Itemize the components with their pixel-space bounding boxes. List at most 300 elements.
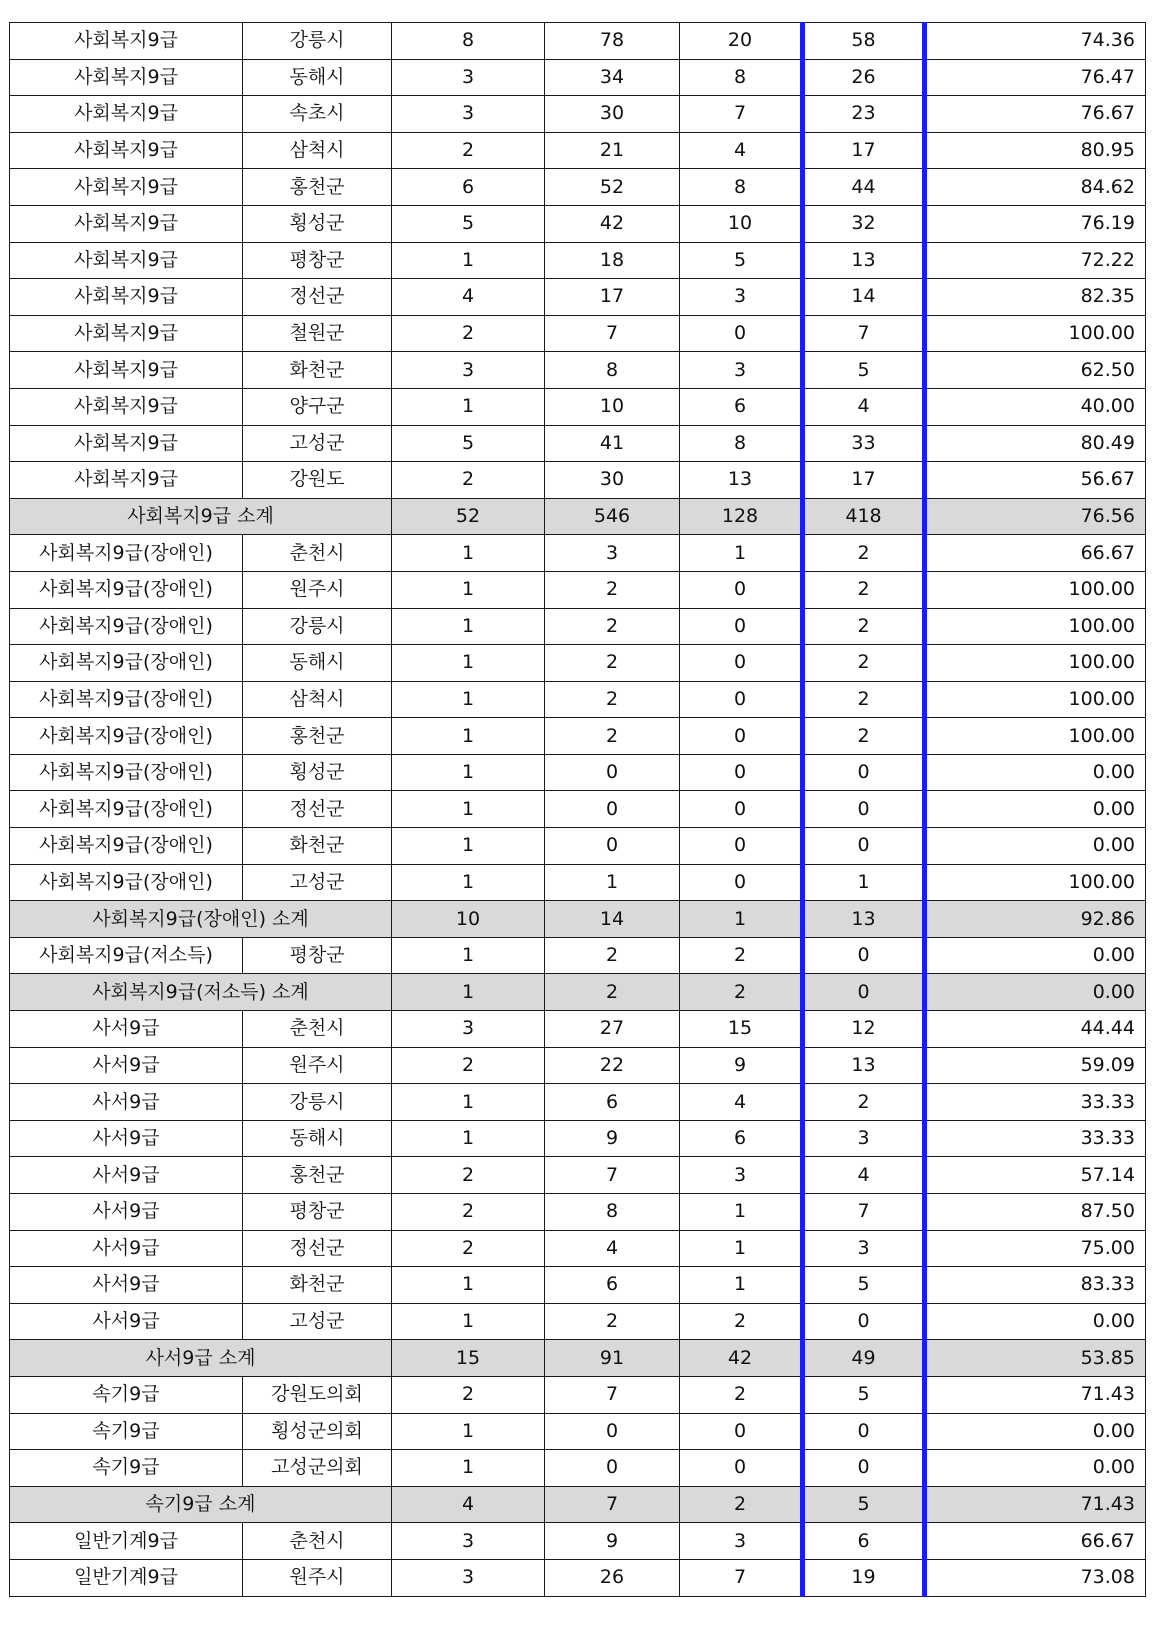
- rate-cell: 100.00: [925, 315, 1146, 352]
- rate-cell: 0.00: [925, 1450, 1146, 1487]
- count-cell-3: 0: [680, 608, 803, 645]
- recruitment-results-table: [9, 22, 1146, 1597]
- table-row: [10, 1120, 1146, 1157]
- count-cell-1: 1: [392, 1450, 545, 1487]
- rate-cell: 0.00: [925, 974, 1146, 1011]
- region-cell: 정선군: [243, 1230, 392, 1267]
- table-row: [10, 1523, 1146, 1560]
- region-cell: 화천군: [243, 1267, 392, 1304]
- count-cell-2: 34: [545, 59, 680, 96]
- count-cell-3: 1: [680, 1267, 803, 1304]
- count-cell-3: 5: [680, 242, 803, 279]
- title-cell: 사서9급: [10, 1120, 243, 1157]
- rate-cell: 0.00: [925, 828, 1146, 865]
- count-cell-3: 6: [680, 388, 803, 425]
- table-row: [10, 1230, 1146, 1267]
- count-cell-2: 4: [545, 1230, 680, 1267]
- region-cell: 강원도의회: [243, 1376, 392, 1413]
- region-cell: 춘천시: [243, 1011, 392, 1048]
- table-row: [10, 352, 1146, 389]
- count-cell-3: 2: [680, 1486, 803, 1523]
- table-row: [10, 23, 1146, 60]
- count-cell-4: 418: [803, 498, 925, 535]
- count-cell-2: 2: [545, 718, 680, 755]
- table-row: [10, 828, 1146, 865]
- title-cell: 사서9급: [10, 1157, 243, 1194]
- rate-cell: 82.35: [925, 279, 1146, 316]
- table-row: [10, 388, 1146, 425]
- subtotal-label-cell: 속기9급 소계: [10, 1486, 392, 1523]
- count-cell-3: 0: [680, 864, 803, 901]
- count-cell-2: 10: [545, 388, 680, 425]
- region-cell: 강원도: [243, 462, 392, 499]
- count-cell-4: 3: [803, 1230, 925, 1267]
- count-cell-4: 49: [803, 1340, 925, 1377]
- count-cell-1: 1: [392, 388, 545, 425]
- count-cell-1: 1: [392, 535, 545, 572]
- title-cell: 사회복지9급(장애인): [10, 828, 243, 865]
- table-row: [10, 1047, 1146, 1084]
- region-cell: 고성군의회: [243, 1450, 392, 1487]
- rate-cell: 100.00: [925, 864, 1146, 901]
- rate-cell: 33.33: [925, 1120, 1146, 1157]
- title-cell: 사서9급: [10, 1084, 243, 1121]
- count-cell-2: 3: [545, 535, 680, 572]
- count-cell-2: 0: [545, 791, 680, 828]
- count-cell-2: 52: [545, 169, 680, 206]
- title-cell: 사회복지9급: [10, 315, 243, 352]
- rate-cell: 62.50: [925, 352, 1146, 389]
- count-cell-1: 1: [392, 1267, 545, 1304]
- count-cell-4: 12: [803, 1011, 925, 1048]
- count-cell-2: 7: [545, 1157, 680, 1194]
- table-row: [10, 1194, 1146, 1231]
- title-cell: 사회복지9급: [10, 388, 243, 425]
- count-cell-2: 0: [545, 828, 680, 865]
- subtotal-row: [10, 1340, 1146, 1377]
- count-cell-4: 0: [803, 1450, 925, 1487]
- table-row: [10, 205, 1146, 242]
- count-cell-2: 30: [545, 462, 680, 499]
- subtotal-row: [10, 974, 1146, 1011]
- title-cell: 사회복지9급(장애인): [10, 608, 243, 645]
- rate-cell: 0.00: [925, 1303, 1146, 1340]
- title-cell: 사회복지9급: [10, 59, 243, 96]
- count-cell-4: 5: [803, 1376, 925, 1413]
- count-cell-4: 0: [803, 754, 925, 791]
- rate-cell: 0.00: [925, 791, 1146, 828]
- table-row: [10, 279, 1146, 316]
- count-cell-3: 42: [680, 1340, 803, 1377]
- table-row: [10, 315, 1146, 352]
- table-row: [10, 864, 1146, 901]
- region-cell: 춘천시: [243, 1523, 392, 1560]
- rate-cell: 84.62: [925, 169, 1146, 206]
- count-cell-2: 7: [545, 1486, 680, 1523]
- count-cell-2: 7: [545, 315, 680, 352]
- table-row: [10, 1559, 1146, 1596]
- title-cell: 사회복지9급: [10, 23, 243, 60]
- count-cell-2: 2: [545, 608, 680, 645]
- rate-cell: 59.09: [925, 1047, 1146, 1084]
- table-row: [10, 645, 1146, 682]
- title-cell: 사회복지9급: [10, 242, 243, 279]
- region-cell: 정선군: [243, 279, 392, 316]
- region-cell: 춘천시: [243, 535, 392, 572]
- subtotal-label-cell: 사회복지9급 소계: [10, 498, 392, 535]
- table-row: [10, 571, 1146, 608]
- count-cell-4: 4: [803, 1157, 925, 1194]
- count-cell-3: 8: [680, 59, 803, 96]
- rate-cell: 71.43: [925, 1376, 1146, 1413]
- count-cell-2: 9: [545, 1120, 680, 1157]
- subtotal-label-cell: 사회복지9급(장애인) 소계: [10, 901, 392, 938]
- count-cell-3: 1: [680, 535, 803, 572]
- rate-cell: 72.22: [925, 242, 1146, 279]
- table-row: [10, 535, 1146, 572]
- count-cell-3: 2: [680, 937, 803, 974]
- table-row: [10, 1011, 1146, 1048]
- region-cell: 평창군: [243, 1194, 392, 1231]
- count-cell-4: 2: [803, 681, 925, 718]
- count-cell-3: 0: [680, 571, 803, 608]
- title-cell: 사서9급: [10, 1230, 243, 1267]
- title-cell: 사서9급: [10, 1194, 243, 1231]
- count-cell-1: 2: [392, 462, 545, 499]
- count-cell-2: 17: [545, 279, 680, 316]
- region-cell: 원주시: [243, 1559, 392, 1596]
- count-cell-4: 7: [803, 315, 925, 352]
- count-cell-3: 0: [680, 1413, 803, 1450]
- count-cell-1: 15: [392, 1340, 545, 1377]
- count-cell-1: 2: [392, 1047, 545, 1084]
- title-cell: 사회복지9급: [10, 205, 243, 242]
- region-cell: 고성군: [243, 1303, 392, 1340]
- count-cell-3: 0: [680, 791, 803, 828]
- count-cell-1: 1: [392, 754, 545, 791]
- count-cell-4: 17: [803, 462, 925, 499]
- count-cell-1: 1: [392, 974, 545, 1011]
- count-cell-3: 3: [680, 352, 803, 389]
- count-cell-4: 6: [803, 1523, 925, 1560]
- table-row: [10, 96, 1146, 133]
- region-cell: 원주시: [243, 1047, 392, 1084]
- count-cell-4: 0: [803, 1413, 925, 1450]
- rate-cell: 33.33: [925, 1084, 1146, 1121]
- region-cell: 정선군: [243, 791, 392, 828]
- count-cell-3: 1: [680, 901, 803, 938]
- count-cell-1: 4: [392, 1486, 545, 1523]
- rate-cell: 80.95: [925, 132, 1146, 169]
- count-cell-2: 8: [545, 1194, 680, 1231]
- count-cell-3: 6: [680, 1120, 803, 1157]
- region-cell: 홍천군: [243, 1157, 392, 1194]
- count-cell-3: 9: [680, 1047, 803, 1084]
- table-row: [10, 754, 1146, 791]
- rate-cell: 76.19: [925, 205, 1146, 242]
- title-cell: 사서9급: [10, 1011, 243, 1048]
- region-cell: 강릉시: [243, 1084, 392, 1121]
- count-cell-1: 52: [392, 498, 545, 535]
- count-cell-1: 5: [392, 425, 545, 462]
- count-cell-4: 7: [803, 1194, 925, 1231]
- subtotal-row: [10, 498, 1146, 535]
- count-cell-4: 58: [803, 23, 925, 60]
- count-cell-3: 128: [680, 498, 803, 535]
- region-cell: 속초시: [243, 96, 392, 133]
- count-cell-1: 10: [392, 901, 545, 938]
- rate-cell: 0.00: [925, 1413, 1146, 1450]
- count-cell-4: 0: [803, 828, 925, 865]
- count-cell-3: 0: [680, 315, 803, 352]
- table-row: [10, 1413, 1146, 1450]
- rate-cell: 44.44: [925, 1011, 1146, 1048]
- rate-cell: 57.14: [925, 1157, 1146, 1194]
- title-cell: 사회복지9급(장애인): [10, 864, 243, 901]
- count-cell-4: 13: [803, 1047, 925, 1084]
- rate-cell: 76.47: [925, 59, 1146, 96]
- count-cell-3: 7: [680, 96, 803, 133]
- count-cell-1: 3: [392, 96, 545, 133]
- count-cell-3: 0: [680, 754, 803, 791]
- count-cell-3: 0: [680, 681, 803, 718]
- count-cell-2: 2: [545, 1303, 680, 1340]
- count-cell-3: 2: [680, 1303, 803, 1340]
- count-cell-3: 1: [680, 1194, 803, 1231]
- rate-cell: 100.00: [925, 645, 1146, 682]
- count-cell-3: 0: [680, 645, 803, 682]
- count-cell-4: 13: [803, 242, 925, 279]
- title-cell: 사회복지9급(장애인): [10, 791, 243, 828]
- count-cell-2: 1: [545, 864, 680, 901]
- table-row: [10, 132, 1146, 169]
- region-cell: 강릉시: [243, 608, 392, 645]
- count-cell-1: 3: [392, 1523, 545, 1560]
- count-cell-4: 1: [803, 864, 925, 901]
- count-cell-3: 3: [680, 279, 803, 316]
- title-cell: 사회복지9급(장애인): [10, 645, 243, 682]
- rate-cell: 40.00: [925, 388, 1146, 425]
- count-cell-1: 2: [392, 1376, 545, 1413]
- count-cell-3: 2: [680, 974, 803, 1011]
- title-cell: 사회복지9급(장애인): [10, 718, 243, 755]
- table-row: [10, 1450, 1146, 1487]
- rate-cell: 75.00: [925, 1230, 1146, 1267]
- count-cell-1: 1: [392, 1413, 545, 1450]
- table-row: [10, 169, 1146, 206]
- count-cell-1: 2: [392, 315, 545, 352]
- region-cell: 평창군: [243, 242, 392, 279]
- title-cell: 사회복지9급(장애인): [10, 681, 243, 718]
- count-cell-2: 41: [545, 425, 680, 462]
- region-cell: 원주시: [243, 571, 392, 608]
- count-cell-2: 2: [545, 571, 680, 608]
- count-cell-2: 9: [545, 1523, 680, 1560]
- count-cell-1: 4: [392, 279, 545, 316]
- count-cell-2: 18: [545, 242, 680, 279]
- title-cell: 사회복지9급: [10, 169, 243, 206]
- count-cell-2: 14: [545, 901, 680, 938]
- count-cell-4: 13: [803, 901, 925, 938]
- count-cell-1: 1: [392, 718, 545, 755]
- count-cell-1: 1: [392, 571, 545, 608]
- rate-cell: 74.36: [925, 23, 1146, 60]
- region-cell: 홍천군: [243, 718, 392, 755]
- rate-cell: 100.00: [925, 681, 1146, 718]
- count-cell-1: 5: [392, 205, 545, 242]
- count-cell-2: 2: [545, 937, 680, 974]
- count-cell-4: 33: [803, 425, 925, 462]
- rate-cell: 0.00: [925, 754, 1146, 791]
- count-cell-1: 3: [392, 1559, 545, 1596]
- count-cell-4: 23: [803, 96, 925, 133]
- region-cell: 평창군: [243, 937, 392, 974]
- region-cell: 화천군: [243, 352, 392, 389]
- count-cell-1: 2: [392, 1230, 545, 1267]
- count-cell-4: 44: [803, 169, 925, 206]
- rate-cell: 66.67: [925, 1523, 1146, 1560]
- count-cell-1: 1: [392, 242, 545, 279]
- count-cell-4: 2: [803, 645, 925, 682]
- title-cell: 일반기계9급: [10, 1523, 243, 1560]
- region-cell: 양구군: [243, 388, 392, 425]
- count-cell-3: 3: [680, 1523, 803, 1560]
- count-cell-2: 2: [545, 974, 680, 1011]
- count-cell-4: 26: [803, 59, 925, 96]
- count-cell-3: 0: [680, 1450, 803, 1487]
- count-cell-4: 0: [803, 974, 925, 1011]
- title-cell: 사회복지9급(장애인): [10, 535, 243, 572]
- rate-cell: 92.86: [925, 901, 1146, 938]
- count-cell-2: 0: [545, 1413, 680, 1450]
- title-cell: 사회복지9급: [10, 132, 243, 169]
- count-cell-2: 6: [545, 1084, 680, 1121]
- count-cell-1: 2: [392, 1157, 545, 1194]
- count-cell-3: 4: [680, 1084, 803, 1121]
- rate-cell: 83.33: [925, 1267, 1146, 1304]
- title-cell: 사회복지9급: [10, 425, 243, 462]
- count-cell-1: 1: [392, 645, 545, 682]
- count-cell-4: 4: [803, 388, 925, 425]
- count-cell-2: 7: [545, 1376, 680, 1413]
- count-cell-2: 0: [545, 754, 680, 791]
- count-cell-2: 26: [545, 1559, 680, 1596]
- title-cell: 속기9급: [10, 1450, 243, 1487]
- rate-cell: 73.08: [925, 1559, 1146, 1596]
- table-row: [10, 425, 1146, 462]
- count-cell-4: 19: [803, 1559, 925, 1596]
- count-cell-2: 6: [545, 1267, 680, 1304]
- count-cell-3: 1: [680, 1230, 803, 1267]
- rate-cell: 100.00: [925, 718, 1146, 755]
- table-row: [10, 1084, 1146, 1121]
- count-cell-2: 2: [545, 681, 680, 718]
- subtotal-label-cell: 사서9급 소계: [10, 1340, 392, 1377]
- rate-cell: 56.67: [925, 462, 1146, 499]
- rate-cell: 76.56: [925, 498, 1146, 535]
- count-cell-2: 42: [545, 205, 680, 242]
- count-cell-3: 8: [680, 169, 803, 206]
- count-cell-2: 546: [545, 498, 680, 535]
- count-cell-3: 4: [680, 132, 803, 169]
- count-cell-2: 91: [545, 1340, 680, 1377]
- table-row: [10, 718, 1146, 755]
- rate-cell: 100.00: [925, 571, 1146, 608]
- table-row: [10, 1157, 1146, 1194]
- count-cell-2: 30: [545, 96, 680, 133]
- table-row: [10, 608, 1146, 645]
- table-row: [10, 1303, 1146, 1340]
- rate-cell: 66.67: [925, 535, 1146, 572]
- region-cell: 횡성군의회: [243, 1413, 392, 1450]
- region-cell: 동해시: [243, 1120, 392, 1157]
- count-cell-1: 1: [392, 1120, 545, 1157]
- count-cell-4: 2: [803, 571, 925, 608]
- table-row: [10, 937, 1146, 974]
- region-cell: 횡성군: [243, 754, 392, 791]
- count-cell-3: 20: [680, 23, 803, 60]
- count-cell-1: 1: [392, 828, 545, 865]
- region-cell: 동해시: [243, 645, 392, 682]
- count-cell-1: 1: [392, 608, 545, 645]
- subtotal-row: [10, 1486, 1146, 1523]
- count-cell-4: 0: [803, 1303, 925, 1340]
- rate-cell: 80.49: [925, 425, 1146, 462]
- count-cell-2: 27: [545, 1011, 680, 1048]
- count-cell-1: 1: [392, 791, 545, 828]
- count-cell-3: 10: [680, 205, 803, 242]
- title-cell: 사회복지9급: [10, 462, 243, 499]
- title-cell: 사회복지9급(저소득): [10, 937, 243, 974]
- title-cell: 사회복지9급: [10, 96, 243, 133]
- count-cell-2: 21: [545, 132, 680, 169]
- count-cell-1: 2: [392, 1194, 545, 1231]
- title-cell: 속기9급: [10, 1376, 243, 1413]
- count-cell-1: 1: [392, 864, 545, 901]
- count-cell-4: 5: [803, 1486, 925, 1523]
- table-row: [10, 1267, 1146, 1304]
- region-cell: 화천군: [243, 828, 392, 865]
- count-cell-1: 3: [392, 1011, 545, 1048]
- count-cell-4: 2: [803, 718, 925, 755]
- region-cell: 삼척시: [243, 132, 392, 169]
- rate-cell: 53.85: [925, 1340, 1146, 1377]
- table-row: [10, 1376, 1146, 1413]
- region-cell: 강릉시: [243, 23, 392, 60]
- region-cell: 고성군: [243, 425, 392, 462]
- count-cell-3: 0: [680, 828, 803, 865]
- count-cell-1: 8: [392, 23, 545, 60]
- title-cell: 일반기계9급: [10, 1559, 243, 1596]
- count-cell-3: 15: [680, 1011, 803, 1048]
- count-cell-2: 22: [545, 1047, 680, 1084]
- table-row: [10, 462, 1146, 499]
- count-cell-2: 78: [545, 23, 680, 60]
- subtotal-label-cell: 사회복지9급(저소득) 소계: [10, 974, 392, 1011]
- count-cell-4: 2: [803, 608, 925, 645]
- table-row: [10, 681, 1146, 718]
- count-cell-3: 7: [680, 1559, 803, 1596]
- subtotal-row: [10, 901, 1146, 938]
- count-cell-4: 32: [803, 205, 925, 242]
- count-cell-3: 8: [680, 425, 803, 462]
- count-cell-1: 6: [392, 169, 545, 206]
- region-cell: 삼척시: [243, 681, 392, 718]
- region-cell: 홍천군: [243, 169, 392, 206]
- count-cell-3: 0: [680, 718, 803, 755]
- region-cell: 동해시: [243, 59, 392, 96]
- count-cell-1: 1: [392, 681, 545, 718]
